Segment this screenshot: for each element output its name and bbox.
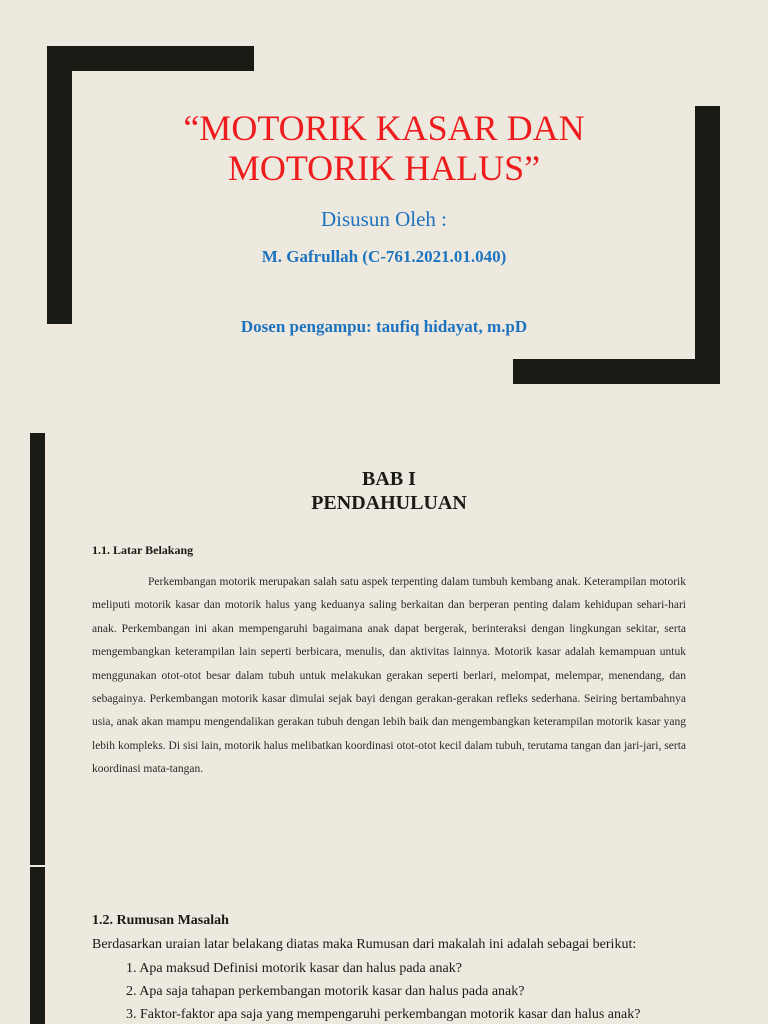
left-margin-bar-lower (30, 867, 45, 1024)
frame-bar-bottom-right-vertical (695, 106, 720, 384)
list-item: 3. Faktor-faktor apa saja yang mempengaruhi perkembangan motorik kasar dan halus anak? (126, 1007, 641, 1022)
lecturer-name: Dosen pengampu: taufiq hidayat, m.pD (240, 317, 528, 336)
title-line-2: MOTORIK HALUS” (227, 148, 541, 188)
section-heading-latar-belakang: 1.1. Latar Belakang (92, 543, 194, 557)
frame-bar-top-left-vertical (47, 46, 72, 324)
left-margin-bar (30, 433, 45, 865)
question-list (126, 961, 640, 1024)
list-item: 1. Apa maksud Definisi motorik kasar dan halus pada anak? (126, 961, 462, 976)
list-item: 2. Apa saja tahapan perkembangan motorik kasar dan halus pada anak? (126, 984, 525, 999)
authored-by-label: Disusun Oleh : (321, 207, 447, 231)
section-heading-rumusan-masalah: 1.2. Rumusan Masalah (92, 913, 229, 928)
body-paragraph: Perkembangan motorik merupakan salah satu aspek terpenting dalam tumbuh kembang anak. Keterampilan motorik meliputi motorik kasar dan motorik halus yang keduanya saling berkaitan dan berperan penting dalam kehidupan sehari-hari anak. Perkembangan ini akan mempengaruhi bagaimana anak dapat bergerak, berinteraksi dengan lingkungan sekitar, serta mengembangkan keterampilan lain seperti berbicara, menulis, dan aktivitas lainnya. Motorik kasar adalah kemampuan untuk menggunakan otot-otot besar dalam tubuh untuk melakukan gerakan seperti berlari, melompat, melempar, menendang, dan sebagainya. Perkembangan motorik kasar dimulai sejak bayi dengan gerakan-gerakan refleks sederhana. Seiring bertambahnya usia, anak akan mampu mengendalikan gerakan tubuh dengan lebih baik dan mengembangkan keterampilan motorik kasar yang lebih kompleks. Di sisi lain, motorik halus melibatkan koordinasi otot-otot kecil dalam tubuh, terutama tangan dan jari-jari, serta koordinasi mata-tangan. (92, 576, 686, 776)
chapter-title: PENDAHULUAN (311, 492, 467, 514)
chapter-heading (100, 467, 678, 515)
frame-bar-top-left-horizontal (47, 46, 254, 71)
document-title (100, 108, 668, 188)
title-line-1: “MOTORIK KASAR DAN (183, 108, 585, 148)
author-name: M. Gafrullah (C-761.2021.01.040) (261, 247, 507, 266)
frame-bar-bottom-right-horizontal (513, 359, 720, 384)
chapter-number: BAB I (362, 468, 416, 490)
rumusan-intro: Berdasarkan uraian latar belakang diatas maka Rumusan dari makalah ini adalah sebagai berikut: (92, 937, 637, 952)
